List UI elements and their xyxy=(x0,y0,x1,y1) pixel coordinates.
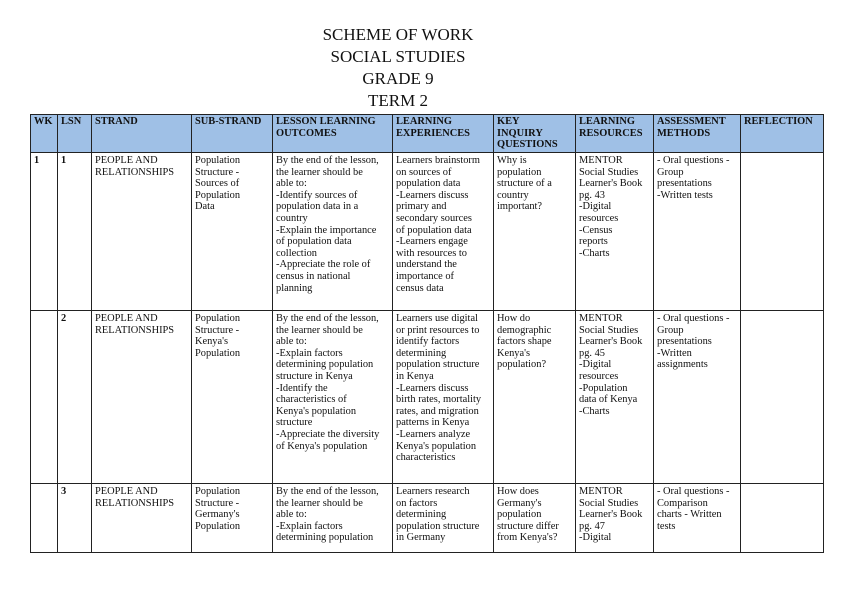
cell-outcomes xyxy=(273,311,393,484)
cell-questions xyxy=(494,311,576,484)
col-header-sub-strand xyxy=(192,115,273,153)
cell-questions xyxy=(494,484,576,553)
cell-wk xyxy=(31,311,58,484)
cell-experiences xyxy=(393,153,494,311)
cell-text: PEOPLE AND RELATIONSHIPS xyxy=(95,313,175,336)
col-header-outcomes xyxy=(273,115,393,153)
col-header-lsn xyxy=(58,115,92,153)
cell-text: Learners brainstorm on sources of population data -Learners discuss primary and secondary sources of population data -Learners engage with resources to understand the importance of census data xyxy=(396,155,480,294)
col-header-questions xyxy=(494,115,576,153)
cell-text: LEARNING EXPERIENCES xyxy=(396,116,470,139)
cell-wk xyxy=(31,484,58,553)
term-line: TERM 2 xyxy=(368,91,428,110)
cell-text: - Oral questions - Group presentations -Written assignments xyxy=(657,313,730,371)
grade-line: GRADE 9 xyxy=(362,69,434,88)
cell-text: WK xyxy=(34,116,53,127)
header-row xyxy=(31,115,824,153)
cell-reflection xyxy=(741,484,824,553)
cell-resources xyxy=(576,153,654,311)
cell-text: Population Structure - Germany's Population xyxy=(195,486,241,532)
cell-text: STRAND xyxy=(95,116,138,127)
col-header-experiences xyxy=(393,115,494,153)
cell-text: REFLECTION xyxy=(744,116,813,127)
cell-experiences xyxy=(393,484,494,553)
subject-line: SOCIAL STUDIES xyxy=(330,47,466,66)
cell-text xyxy=(741,311,823,483)
cell-text: LESSON LEARNING OUTCOMES xyxy=(276,116,376,139)
cell-sub-strand xyxy=(192,484,273,553)
document-title xyxy=(0,24,796,112)
col-header-assessment xyxy=(654,115,741,153)
cell-text: 1 xyxy=(34,155,40,166)
cell-sub-strand xyxy=(192,153,273,311)
cell-text: ASSESSMENT METHODS xyxy=(657,116,726,139)
cell-resources xyxy=(576,311,654,484)
title-line: SCHEME OF WORK xyxy=(322,25,474,44)
cell-text: By the end of the lesson, the learner should be able to: -Explain factors determining population structure in Kenya -Identify the characteristics of Kenya's population structure -Appreciate the diversity of Kenya's population xyxy=(276,313,380,452)
cell-text: MENTOR Social Studies Learner's Book pg. 45 -Digital resources -Population data of Kenya -Charts xyxy=(579,313,643,417)
cell-strand xyxy=(92,484,192,553)
cell-lsn xyxy=(58,153,92,311)
cell-experiences xyxy=(393,311,494,484)
cell-text: Population Structure - Kenya's Population xyxy=(195,313,241,359)
cell-text: PEOPLE AND RELATIONSHIPS xyxy=(95,486,175,509)
cell-assessment xyxy=(654,484,741,553)
table-row xyxy=(31,484,824,553)
cell-strand xyxy=(92,153,192,311)
table-row xyxy=(31,153,824,311)
cell-text: By the end of the lesson, the learner should be able to: -Identify sources of population data in a country -Explain the importance of population data collection -Appreciate the role of census in national planning xyxy=(276,155,379,294)
cell-text: LSN xyxy=(61,116,82,127)
col-header-wk xyxy=(31,115,58,153)
scheme-of-work-table xyxy=(30,114,824,553)
cell-text: MENTOR Social Studies Learner's Book pg. 43 -Digital resources -Census reports -Charts xyxy=(579,155,643,259)
col-header-strand xyxy=(92,115,192,153)
cell-text: How do demographic factors shape Kenya's population? xyxy=(497,313,552,371)
cell-text: 1 xyxy=(61,155,67,166)
cell-reflection xyxy=(741,153,824,311)
cell-text: - Oral questions - Comparison charts - Written tests xyxy=(657,486,730,532)
cell-text: MENTOR Social Studies Learner's Book pg. 47 -Digital xyxy=(579,486,643,544)
cell-questions xyxy=(494,153,576,311)
cell-text: 2 xyxy=(61,313,67,324)
col-header-reflection xyxy=(741,115,824,153)
cell-assessment xyxy=(654,311,741,484)
cell-lsn xyxy=(58,484,92,553)
cell-text xyxy=(31,311,57,483)
cell-text: KEY INQUIRY QUESTIONS xyxy=(497,116,558,151)
cell-text: Learners research on factors determining population structure in Germany xyxy=(396,486,480,544)
cell-text: - Oral questions - Group presentations -Written tests xyxy=(657,155,730,201)
cell-outcomes xyxy=(273,153,393,311)
cell-outcomes xyxy=(273,484,393,553)
cell-text: By the end of the lesson, the learner should be able to: -Explain factors determining population xyxy=(276,486,379,544)
cell-text: LEARNING RESOURCES xyxy=(579,116,643,139)
cell-text xyxy=(741,153,823,310)
cell-reflection xyxy=(741,311,824,484)
cell-text: 3 xyxy=(61,486,67,497)
cell-text xyxy=(741,484,823,552)
cell-text: Learners use digital or print resources to identify factors determining population structure in Kenya -Learners discuss birth rates, mortality rates, and migration patterns in Kenya -Learners analyze Kenya's population characteristics xyxy=(396,313,482,464)
cell-text xyxy=(31,484,57,552)
cell-text: How does Germany's population structure differ from Kenya's? xyxy=(497,486,559,544)
cell-text: PEOPLE AND RELATIONSHIPS xyxy=(95,155,175,178)
table-row xyxy=(31,311,824,484)
cell-strand xyxy=(92,311,192,484)
col-header-resources xyxy=(576,115,654,153)
cell-text: SUB-STRAND xyxy=(195,116,262,127)
cell-assessment xyxy=(654,153,741,311)
cell-wk xyxy=(31,153,58,311)
cell-lsn xyxy=(58,311,92,484)
cell-sub-strand xyxy=(192,311,273,484)
cell-text: Population Structure - Sources of Population Data xyxy=(195,155,241,213)
cell-text: Why is population structure of a country important? xyxy=(497,155,552,213)
cell-resources xyxy=(576,484,654,553)
